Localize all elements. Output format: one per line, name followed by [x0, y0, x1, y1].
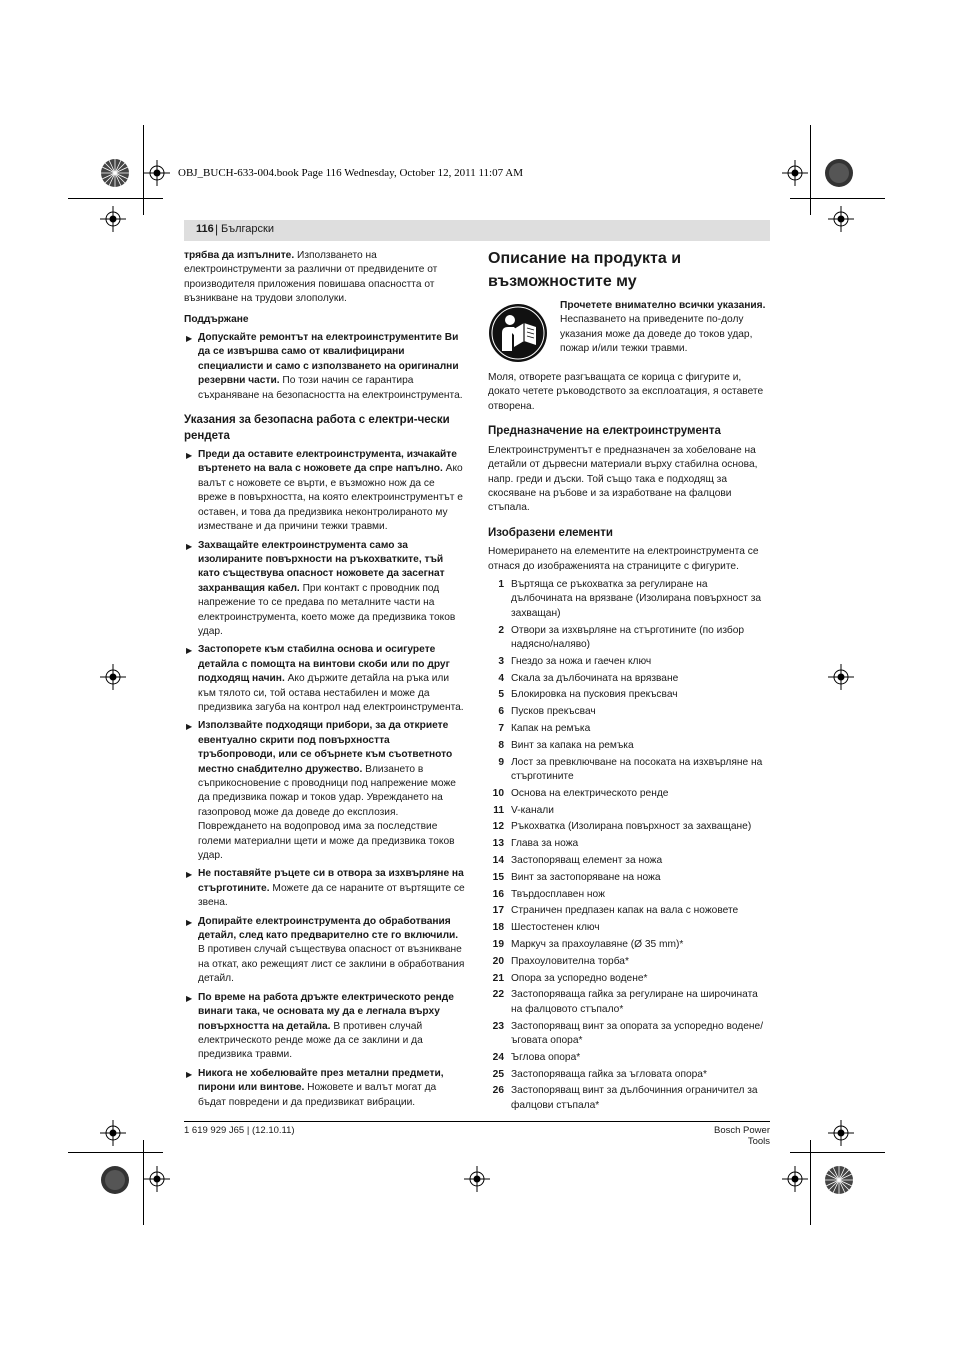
bullet-triangle-icon: ▶ — [186, 993, 193, 1003]
element-item — [488, 1068, 770, 1082]
registration-mark-icon — [144, 1166, 170, 1192]
element-number: 9 — [498, 756, 504, 768]
element-number: 4 — [498, 672, 504, 684]
element-number: 16 — [492, 888, 504, 900]
element-label: Твърдосплавен нож — [511, 888, 605, 900]
intro-text: Използването на електроинструменти за различни от предвидените от производителя приложения повишава опасността от възникване на трудови злополуки. — [184, 250, 438, 305]
file-info: OBJ_BUCH-633-004.book Page 116 Wednesday, October 12, 2011 11:07 AM — [178, 167, 523, 179]
element-item — [488, 820, 770, 834]
registration-mark-icon — [144, 160, 170, 186]
element-item — [488, 722, 770, 736]
elements-intro: Номерирането на елементите на електроинструмента се отнася до изображенията на страниците с фигурите. — [488, 546, 759, 572]
element-item — [488, 888, 770, 902]
footer-brand: Bosch Power Tools — [714, 1125, 770, 1147]
safety-heading: Указания за безопасна работа с електри-чески рендета — [184, 414, 450, 442]
element-label: Винт за капака на ремъка — [511, 739, 634, 751]
intended-use-heading: Предназначение на електроинструмента — [488, 425, 721, 438]
element-label: Маркуч за прахоулавяне (Ø 35 mm)* — [511, 939, 684, 951]
element-item — [488, 804, 770, 818]
element-label: Ръкохватка (Изолирана повърхност за захващане) — [511, 821, 752, 833]
element-number: 18 — [492, 922, 504, 934]
registration-mark-icon — [828, 664, 854, 690]
crop-line — [68, 198, 163, 199]
element-label: Глава за ножа — [511, 838, 579, 850]
crop-line — [143, 125, 144, 215]
element-item — [488, 1051, 770, 1065]
element-item — [488, 705, 770, 719]
safety-bullet: ▶ Преди да оставите електроинструмента, изчакайте въртенето на вала с ножовете да спре напълно. Ако валът с ножовете се върти, е възможно нож да се вреже в повърхността, на която електроинструментът е оставен, и това да предизвика неконтролираното му изместване и да причини тежки травми. — [186, 449, 463, 533]
element-item — [488, 854, 770, 868]
element-item — [488, 756, 770, 785]
element-item — [488, 955, 770, 969]
element-number: 15 — [492, 871, 504, 883]
element-label: Страничен предпазен капак на вала с ножовете — [511, 905, 739, 917]
element-number: 20 — [492, 955, 504, 967]
element-number: 21 — [492, 972, 504, 984]
crop-line — [68, 1152, 163, 1153]
element-label: Лост за превключване на посоката на изхвърляне на стърготините — [511, 756, 763, 783]
intro-bold: трябва да изпълните. — [184, 250, 295, 261]
element-number: 25 — [492, 1068, 504, 1080]
safety-bullet: ▶ Никога не хобелювайте през метални предмети, пирони или винтове. Ножовете и валът могат да бъдат повредени и да предизвикат вибрации. — [186, 1067, 444, 1108]
color-target-icon — [824, 158, 854, 188]
element-number: 24 — [492, 1051, 504, 1063]
element-item — [488, 988, 770, 1017]
read-instructions-warning: Прочетете внимателно всички указания. Неспазването на приведените по-долу указания може да доведе до токов удар, пожар и/или тежки травми. — [488, 299, 770, 365]
safety-bullet: ▶ Използвайте подходящи прибори, за да откриете евентуално скрити под повърхността тръбопроводи, или се обърнете към съответното местно снабдително дружество. Влизането в съприкосновение с проводници под напрежение може да предизвика пожар и токов удар. Увреждането на газопровод може да доведе до експлозия. Повреждането на водопровод има за последствие големи материални щети и може да предизвика токов удар. — [186, 720, 456, 862]
bullet-triangle-icon: ▶ — [186, 917, 193, 927]
element-number: 11 — [493, 804, 504, 816]
registration-mark-icon — [100, 206, 126, 232]
color-target-icon — [824, 1165, 854, 1195]
element-number: 5 — [498, 689, 504, 701]
element-number: 10 — [492, 787, 504, 799]
element-label: Блокировка на пусковия прекъсвач — [511, 689, 678, 701]
element-item — [488, 1084, 770, 1113]
element-number: 22 — [492, 989, 504, 1001]
elements-list — [488, 578, 770, 1113]
element-item — [488, 871, 770, 885]
bullet-triangle-icon: ▶ — [186, 722, 193, 732]
page-number: 116 — [196, 223, 214, 235]
element-item — [488, 578, 770, 621]
element-item — [488, 837, 770, 851]
footer-doc-number: 1 619 929 J65 | (12.10.11) — [184, 1125, 295, 1136]
element-label: Застопоряваща гайка за ъгловата опора* — [511, 1068, 707, 1080]
crop-line — [790, 198, 885, 199]
read-manual-icon — [488, 303, 548, 363]
element-item — [488, 688, 770, 702]
header-language: Български — [221, 223, 274, 235]
elements-heading: Изобразени елементи — [488, 526, 613, 539]
element-number: 14 — [492, 855, 504, 867]
color-target-icon — [100, 158, 130, 188]
element-label: Скала за дълбочината на врязване — [511, 672, 679, 684]
element-label: Въртяща се ръкохватка за регулиране на дълбочината на врязване (Изолирана повърхност за захващан) — [511, 579, 762, 619]
element-label: Гнездо за ножа и гаечен ключ — [511, 655, 652, 667]
safety-bullet: ▶ Захващайте електроинструмента само за изолираните повърхности на ръкохватките, тъй като съществува опасност ножовете да засегнат захранващия кабел. При контакт с проводник под напрежение то се предава по металните части на електроинструмента, което може да предизвика токов удар. — [186, 539, 456, 637]
bullet-triangle-icon: ▶ — [186, 334, 193, 344]
header-separator: | — [215, 222, 219, 236]
color-target-icon — [100, 1165, 130, 1195]
element-item — [488, 921, 770, 935]
element-label: Застопоряваща гайка за регулиране на широчината на фалцовото стъпало* — [511, 989, 758, 1015]
left-column — [184, 249, 466, 1110]
safety-bullet-list — [184, 448, 466, 1110]
registration-mark-icon — [464, 1166, 490, 1192]
safety-bullet: ▶ Допирайте електроинструмента до обработвания детайл, след като предварително сте го включили. В противен случай съществува опасност от възникване на откат, ако режещият лист се заклини в обработвания детайл. — [186, 915, 465, 985]
bullet-triangle-icon: ▶ — [186, 646, 193, 656]
element-item — [488, 1020, 770, 1049]
registration-mark-icon — [828, 206, 854, 232]
footer-rule — [184, 1121, 770, 1122]
element-item — [488, 787, 770, 801]
element-label: Застопоряващ винт за опората за успоредно водене/ ъговата опора* — [511, 1020, 764, 1047]
section-title: Описание на продукта и възможностите му — [488, 250, 682, 290]
element-label: Опора за успоредно водене* — [511, 972, 648, 984]
element-number: 8 — [498, 739, 504, 751]
element-number: 26 — [492, 1085, 504, 1097]
element-label: Шестостенен ключ — [511, 922, 600, 934]
bullet-triangle-icon: ▶ — [186, 1069, 193, 1079]
element-item — [488, 624, 770, 653]
right-column — [488, 247, 770, 1116]
registration-mark-icon — [100, 1120, 126, 1146]
registration-mark-icon — [782, 1166, 808, 1192]
bullet-triangle-icon: ▶ — [186, 541, 193, 551]
element-number: 3 — [498, 655, 504, 667]
element-item — [488, 672, 770, 686]
element-number: 17 — [492, 905, 504, 917]
element-label: Капак на ремъка — [511, 723, 591, 735]
element-number: 19 — [492, 939, 504, 951]
element-item — [488, 938, 770, 952]
element-label: Прахоуловителна торба* — [511, 955, 629, 967]
element-number: 13 — [492, 838, 504, 850]
element-label: Основа на електрическото ренде — [511, 787, 669, 799]
bullet-triangle-icon: ▶ — [186, 451, 193, 461]
element-number: 6 — [498, 706, 504, 718]
element-label: Ъглова опора* — [511, 1051, 581, 1063]
element-number: 23 — [492, 1020, 504, 1032]
service-heading: Поддържане — [184, 313, 249, 325]
element-label: V-канали — [511, 804, 554, 816]
element-item — [488, 655, 770, 669]
safety-bullet: ▶ Не поставяйте ръцете си в отвора за изхвърляне на стърготините. Можете да се нараните от въртящите се звена. — [186, 868, 465, 909]
element-item — [488, 739, 770, 753]
element-item — [488, 904, 770, 918]
element-number: 7 — [498, 723, 504, 735]
bullet-triangle-icon: ▶ — [186, 870, 193, 880]
safety-bullet: ▶ По време на работа дръжте електрическото ренде винаги така, че основата му да е легнала върху повърхността на детайла. В противен случай електрическото ренде може да се заклини и да предизвика травми. — [186, 991, 454, 1061]
service-bullet: ▶ Допускайте ремонтът на електроинструментите Ви да се извършва само от квалифицирани специалисти и само с използването на оригинални резервни части. По този начин се гарантира съхраняване на безопасността на електроинструмента. — [186, 332, 463, 401]
element-number: 1 — [498, 579, 504, 591]
crop-line — [810, 125, 811, 215]
element-label: Застопоряващ винт за дълбочинния ограничител за фалцови стъпала* — [511, 1085, 758, 1111]
intended-use-text: Електроинструментът е предназначен за хобеловане на детайли от дървесни материали върху стабилна основа, напр. греди и дъски. Той също така е подходящ за скосяване на ръбове и за изработване на фалцови стъпала. — [488, 444, 758, 514]
intro-paragraph — [184, 249, 466, 307]
element-number: 12 — [492, 821, 504, 833]
element-label: Отвори за изхвърляне на стърготините (по избор надясно/наляво) — [511, 624, 745, 651]
registration-mark-icon — [782, 160, 808, 186]
registration-mark-icon — [828, 1120, 854, 1146]
fold-out-note: Моля, отворете разгъващата се корица с фигурите и, докато четете ръководството за експлоатация, я оставете отворена. — [488, 372, 764, 412]
element-label: Застопоряващ елемент за ножа — [511, 855, 663, 867]
safety-bullet: ▶ Застопорете към стабилна основа и осигурете детайла с помощта на винтови скоби или по друг подходящ начин. Ако държите детайла на ръка или към тялото си, той остава нестабилен и може да предизвика загуба на контрол над електроинструмента. — [186, 644, 464, 713]
element-label: Винт за застопоряване на ножа — [511, 871, 661, 883]
crop-line — [790, 1152, 885, 1153]
element-number: 2 — [498, 624, 504, 636]
registration-mark-icon — [100, 664, 126, 690]
element-label: Пусков прекъсвач — [511, 706, 596, 718]
element-item — [488, 972, 770, 986]
